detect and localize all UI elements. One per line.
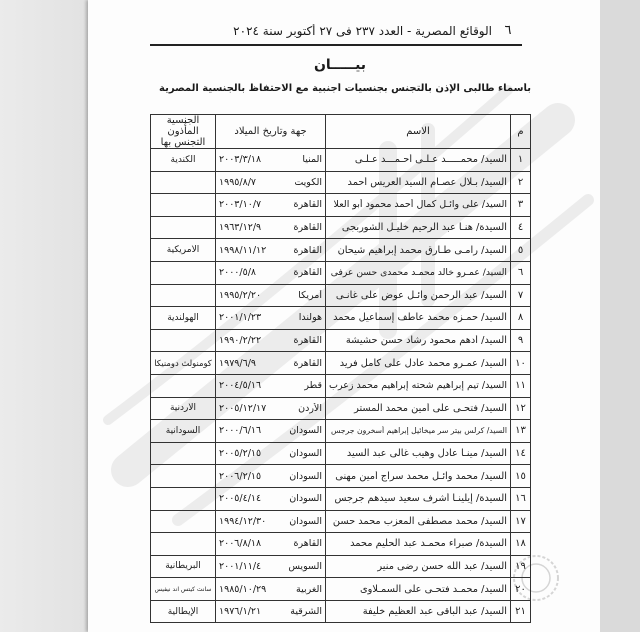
row-number: ١ xyxy=(517,154,524,166)
birth-info xyxy=(219,335,322,346)
table-row xyxy=(151,352,531,375)
birth-place: السودان xyxy=(289,448,322,460)
applicant-name xyxy=(329,358,507,369)
birth-info xyxy=(219,403,322,414)
full-name: على وائـل كمال أحمد محمود أبو العلا xyxy=(333,199,479,211)
row-number: ٢١ xyxy=(515,606,526,618)
table-row xyxy=(151,307,531,330)
table-row xyxy=(151,284,531,307)
gazette-header: الوقائع المصرية - العدد ٢٣٧ فى ٢٧ أكتوبر سنة ٢٠٢٤ xyxy=(233,24,492,38)
row-number: ١٩ xyxy=(515,560,526,572)
row-number: ١٧ xyxy=(515,515,526,527)
birth-date: ١٩٩٥/٨/٧ xyxy=(219,176,257,188)
applicant-name xyxy=(329,516,507,527)
row-number: ١٨ xyxy=(515,538,526,550)
honorific: السيد/ xyxy=(481,560,507,572)
birth-place: الشرقية xyxy=(290,606,322,618)
birth-place: الأردن xyxy=(298,402,322,414)
birth-date: ٢٠٠٣/١٠/٧ xyxy=(219,199,262,211)
honorific: السيد/ xyxy=(481,335,507,347)
birth-info xyxy=(219,290,322,301)
full-name: عمـرو محمد عادل على كامل فريد xyxy=(339,357,479,369)
birth-date: ١٩٩٨/١١/١٢ xyxy=(219,244,267,256)
birth-place: هولندا xyxy=(298,312,322,324)
applicant-name xyxy=(329,584,507,595)
birth-place: أمريكا xyxy=(298,289,322,301)
full-name: محمد وائـل محمد سراج أمين مهنى xyxy=(335,470,479,482)
applicant-name xyxy=(329,267,507,278)
birth-info xyxy=(219,493,322,504)
applicant-name xyxy=(329,493,507,504)
full-name: محمد مصطفى المعزب محمد حسن xyxy=(332,515,479,527)
birth-date: ٢٠٠٤/٥/١٦ xyxy=(219,380,262,392)
applicant-name xyxy=(329,538,507,549)
birth-date: ٢٠٠٥/٢/١٥ xyxy=(219,448,262,460)
applicant-name xyxy=(329,154,507,165)
birth-info xyxy=(219,425,322,436)
row-number: ١٣ xyxy=(515,425,526,437)
honorific: السيدة/ xyxy=(476,493,507,505)
birth-place: السودان xyxy=(289,470,322,482)
birth-info xyxy=(219,448,322,459)
birth-info xyxy=(219,199,322,210)
honorific: السيد/ xyxy=(481,470,507,482)
full-name: صبراء محمـد عبد الحليم محمد xyxy=(350,538,473,550)
table-row xyxy=(151,239,531,262)
birth-place: القاهرة xyxy=(293,357,322,369)
honorific: السيد/ xyxy=(481,154,507,166)
row-number: ١٤ xyxy=(515,448,526,460)
birth-date: ٢٠٠١/١/٢٣ xyxy=(219,312,262,324)
honorific: السيد/ xyxy=(481,606,507,618)
birth-place: الغربية xyxy=(296,583,322,595)
table-row xyxy=(151,533,531,556)
honorific: السيد/ xyxy=(486,426,507,436)
nationality: الأمريكية xyxy=(166,245,200,256)
birth-place: السودان xyxy=(289,425,322,437)
table-row xyxy=(151,261,531,284)
birth-info xyxy=(219,267,322,278)
honorific: السيدة/ xyxy=(476,538,507,550)
full-name: هنـا عبد الرحيم خليـل الشوربجى xyxy=(341,222,473,234)
table-row xyxy=(151,397,531,420)
birth-info xyxy=(219,177,322,188)
nationality: الهولندية xyxy=(167,312,199,323)
honorific: السيد/ xyxy=(481,199,507,211)
full-name: محمـد فتحـى على السمـلاوى xyxy=(359,583,479,595)
honorific: السيد/ xyxy=(481,515,507,527)
birth-info xyxy=(219,358,322,369)
table-row xyxy=(151,465,531,488)
nationality: السودانية xyxy=(165,425,201,436)
nationality: الكندية xyxy=(170,154,196,165)
row-number: ٦ xyxy=(517,267,524,279)
birth-place: القاهرة xyxy=(293,267,322,279)
table-row xyxy=(151,555,531,578)
applicant-name xyxy=(329,245,507,256)
applicant-name xyxy=(329,561,507,572)
nationality: كومنولث دومنيكا xyxy=(154,358,212,369)
honorific: السيد/ xyxy=(481,402,507,414)
applicant-name xyxy=(329,426,507,435)
birth-place: السودان xyxy=(289,493,322,505)
applicant-name xyxy=(329,471,507,482)
applicant-name xyxy=(329,312,507,323)
row-number: ٩ xyxy=(517,335,524,347)
birth-info xyxy=(219,471,322,482)
applicant-name xyxy=(329,606,507,617)
honorific: السيد/ xyxy=(481,312,507,324)
nationality: سانت كيتس آند نيفيس xyxy=(154,585,212,593)
birth-place: السويس xyxy=(288,560,322,572)
row-number: ٢ xyxy=(517,176,524,188)
honorific: السيد/ xyxy=(481,583,507,595)
applicant-name xyxy=(329,403,507,414)
header-number: م xyxy=(511,115,531,149)
birth-place: القاهرة xyxy=(293,222,322,234)
full-name: أدهم محمود رشاد حسن حشيشة xyxy=(345,335,479,347)
full-name: عمـرو خالد محمـد محمدى حسن عرفى xyxy=(330,267,480,279)
birth-place: قطر xyxy=(304,380,322,392)
birth-info xyxy=(219,380,322,391)
table-header-row xyxy=(151,115,531,149)
birth-place: القاهرة xyxy=(293,244,322,256)
row-number: ١٠ xyxy=(515,357,526,369)
applicant-name xyxy=(329,222,507,233)
birth-date: ٢٠٠٠/٦/١٦ xyxy=(219,425,262,437)
full-name: بـلال عصـام السيد العريس أحمد xyxy=(347,176,479,188)
header-birth: جهة وتاريخ الميلاد xyxy=(216,115,326,149)
birth-date: ٢٠٠١/١١/٤ xyxy=(219,560,262,572)
header-divider xyxy=(150,44,522,46)
header-nationality xyxy=(151,115,216,149)
scan-margin xyxy=(600,0,640,632)
birth-info xyxy=(219,561,322,572)
statement-subtitle: بأسماء طالبى الإذن بالتجنس بجنسيات أجنبية مع الاحتفاظ بالجنسية المصرية xyxy=(159,83,531,94)
full-name: عبد الرحمن وائـل عوض على غانـى xyxy=(335,289,479,301)
nationality: البريطانية xyxy=(165,561,201,572)
table-row xyxy=(151,487,531,510)
birth-place: المنيا xyxy=(302,154,322,166)
honorific: السيد/ xyxy=(481,289,507,301)
birth-place: القاهرة xyxy=(293,199,322,211)
birth-date: ٢٠٠٥/٤/١٤ xyxy=(219,493,262,505)
table-row xyxy=(151,216,531,239)
full-name: مينـا عادل وهيب غالى عبد السيد xyxy=(346,448,479,460)
table-row xyxy=(151,329,531,352)
row-number: ٤ xyxy=(517,222,524,234)
row-number: ٧ xyxy=(517,289,524,301)
birth-date: ١٩٦٣/١٢/٩ xyxy=(219,222,262,234)
nationality: الأردنية xyxy=(169,403,197,414)
full-name: محمـــــد عـلـى أحـمـــد عـلـى xyxy=(354,154,479,166)
birth-info xyxy=(219,222,322,233)
birth-date: ٢٠٠٣/٣/١٨ xyxy=(219,154,262,166)
honorific: السيد/ xyxy=(481,357,507,369)
full-name: رامـى طـارق محمد إبراهيم شيحان xyxy=(337,244,479,256)
full-name: إيلينـا أشرف سعيد سيدهم جرجس xyxy=(334,493,473,505)
birth-info xyxy=(219,538,322,549)
birth-place: السودان xyxy=(289,515,322,527)
table-row xyxy=(151,149,531,172)
birth-info xyxy=(219,154,322,165)
honorific: السيد/ xyxy=(481,448,507,460)
honorific: السيد/ xyxy=(481,380,507,392)
row-number: ٣ xyxy=(517,199,524,211)
birth-date: ١٩٧٦/١/٢١ xyxy=(219,606,262,618)
table-row xyxy=(151,194,531,217)
honorific: السيد/ xyxy=(482,267,507,279)
page-number: ٦ xyxy=(504,23,512,38)
applicant-name xyxy=(329,448,507,459)
full-name: كرلس بيتر سر ميخائيل إبراهيم أسخرون جرجس xyxy=(331,426,485,436)
full-name: حمـزه محمد عاطف إسماعيل محمد xyxy=(333,312,479,324)
birth-place: القاهرة xyxy=(293,335,322,347)
birth-date: ١٩٧٩/٦/٩ xyxy=(219,357,257,369)
row-number: ١٦ xyxy=(515,493,526,505)
table-row xyxy=(151,171,531,194)
birth-date: ٢٠٠٦/٢/١٥ xyxy=(219,470,262,482)
full-name: عبد الباقى عبد العظيم خليفة xyxy=(362,606,479,618)
table-row xyxy=(151,442,531,465)
birth-info xyxy=(219,606,322,617)
row-number: ١١ xyxy=(515,380,526,392)
row-number: ١٢ xyxy=(515,402,526,414)
row-number: ٢٠ xyxy=(515,583,526,595)
header-nationality-line1: الجنسية المأذون xyxy=(166,115,200,137)
full-name: عبد الله حسن رضى منير xyxy=(377,560,479,572)
birth-date: ١٩٩٠/٢/٢٢ xyxy=(219,335,262,347)
birth-date: ١٩٩٥/٢/٢٠ xyxy=(219,289,262,301)
applicant-name xyxy=(329,335,507,346)
applicant-name xyxy=(329,380,507,391)
honorific: السيد/ xyxy=(481,244,507,256)
birth-date: ١٩٨٥/١٠/٢٩ xyxy=(219,583,267,595)
honorific: السيدة/ xyxy=(476,222,507,234)
table-row xyxy=(151,420,531,443)
table-row xyxy=(151,510,531,533)
applicants-table xyxy=(150,114,531,623)
header-name: الاسم xyxy=(326,115,511,149)
statement-title: بيـــــان xyxy=(313,57,367,73)
honorific: السيد/ xyxy=(481,176,507,188)
row-number: ٥ xyxy=(517,244,524,256)
applicant-name xyxy=(329,199,507,210)
birth-date: ٢٠٠٦/٨/١٨ xyxy=(219,538,262,550)
birth-date: ١٩٩٤/١٢/٣٠ xyxy=(219,515,267,527)
birth-date: ٢٠٠٥/١٢/١٧ xyxy=(219,402,267,414)
table-row xyxy=(151,600,531,623)
row-number: ٨ xyxy=(517,312,524,324)
full-name: فتحـى على أمين محمد المستر xyxy=(354,402,479,414)
full-name: تيم إبراهيم شحته إبراهيم محمد زعرب xyxy=(329,380,479,392)
birth-place: القاهرة xyxy=(293,538,322,550)
row-number: ١٥ xyxy=(515,470,526,482)
table-row xyxy=(151,578,531,601)
nationality: الإيطالية xyxy=(167,606,199,617)
header-nationality-line2: التجنس بها xyxy=(160,137,206,148)
birth-info xyxy=(219,312,322,323)
table-row xyxy=(151,374,531,397)
applicant-name xyxy=(329,290,507,301)
applicant-name xyxy=(329,177,507,188)
birth-info xyxy=(219,516,322,527)
birth-info xyxy=(219,245,322,256)
birth-place: الكويت xyxy=(294,176,322,188)
birth-info xyxy=(219,584,322,595)
birth-date: ٢٠٠٠/٥/٨ xyxy=(219,267,257,279)
